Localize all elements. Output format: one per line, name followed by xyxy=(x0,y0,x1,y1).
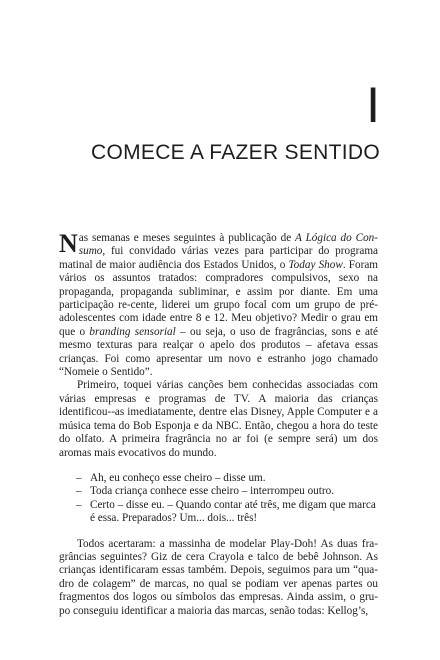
book-title-italic: A Lógica do Con-sumo xyxy=(78,232,378,258)
term-italic: branding sensorial xyxy=(89,325,176,338)
dialogue-text: Toda criança conhece esse cheiro – interrompeu outro. xyxy=(90,485,334,498)
paragraph-1 xyxy=(59,229,379,379)
dialogue-dash: – xyxy=(76,471,82,484)
dialogue-list xyxy=(59,472,378,526)
dialogue-text: Ah, eu conheço esse cheiro – disse um. xyxy=(90,471,266,484)
chapter-title: COMECE A FAZER SENTIDO xyxy=(91,141,380,164)
body-text xyxy=(59,229,379,618)
paragraph-3: Todos acertaram: a massinha de modelar Play-Doh! As duas fra-grâncias seguintes? Giz de cera Crayola e talco de bebê Johnson. As crianças identificaram essas também. Depois, seguimos para um “qua-dro de colagem” de marcas, no qual se podiam ver apenas partes ou fragmentos dos logos ou símbolos das empresas. Ainda assim, o gru-po conseguiu identificar a maioria das marcas, senão todas: Kellog’s, xyxy=(59,537,378,617)
drop-cap: N xyxy=(59,229,78,258)
paragraph-1-text-c: . Foram vários os assuntos tratados: compradores compulsivos, sexo na propaganda, propaganda subliminar, e assim por diante. Em uma participação re-cente, liderei um grupo focal com um grupo de pré-adolescentes com idade entre 8 e 12. Meu objetivo? Medir o grau em que o xyxy=(59,258,379,338)
paragraph-2: Primeiro, toquei várias canções bem conhecidas associadas com várias empresas e programas de TV. A maioria das crianças identificou--as imediatamente, dentre elas Disney, Apple Computer e a música tema do Bob Esponja e da NBC. Então, chegou a hora do teste do olfato. A primeira fragrância no ar foi (e sempre será) um dos aromas mais evocativos do mundo. xyxy=(59,379,378,459)
dialogue-text: Certo – disse eu. – Quando contar até três, me digam que marca é essa. Preparados? Um... dois... três! xyxy=(90,498,376,525)
chapter-number: I xyxy=(366,77,380,133)
paragraph-1-text-b: , fui convidado várias vezes para participar do programa matinal de maior audiência dos Estados Unidos, o xyxy=(59,245,378,271)
paragraph-1-text-a: as semanas e meses seguintes à publicação de xyxy=(78,232,296,244)
dialogue-line xyxy=(59,499,378,526)
dialogue-line xyxy=(59,485,378,498)
show-title-italic: Today Show xyxy=(288,258,343,271)
dialogue-line xyxy=(59,472,378,485)
dialogue-dash: – xyxy=(76,498,82,511)
dialogue-dash: – xyxy=(76,485,82,498)
paragraph-1-text-d: – ou seja, o uso de fragrâncias, sons e até mesmo texturas para realçar o apelo dos produtos – afetava essas crianças. Foi como apresentar um novo e estranho jogo chamado “Nomeie o Sentido”. xyxy=(59,325,378,379)
